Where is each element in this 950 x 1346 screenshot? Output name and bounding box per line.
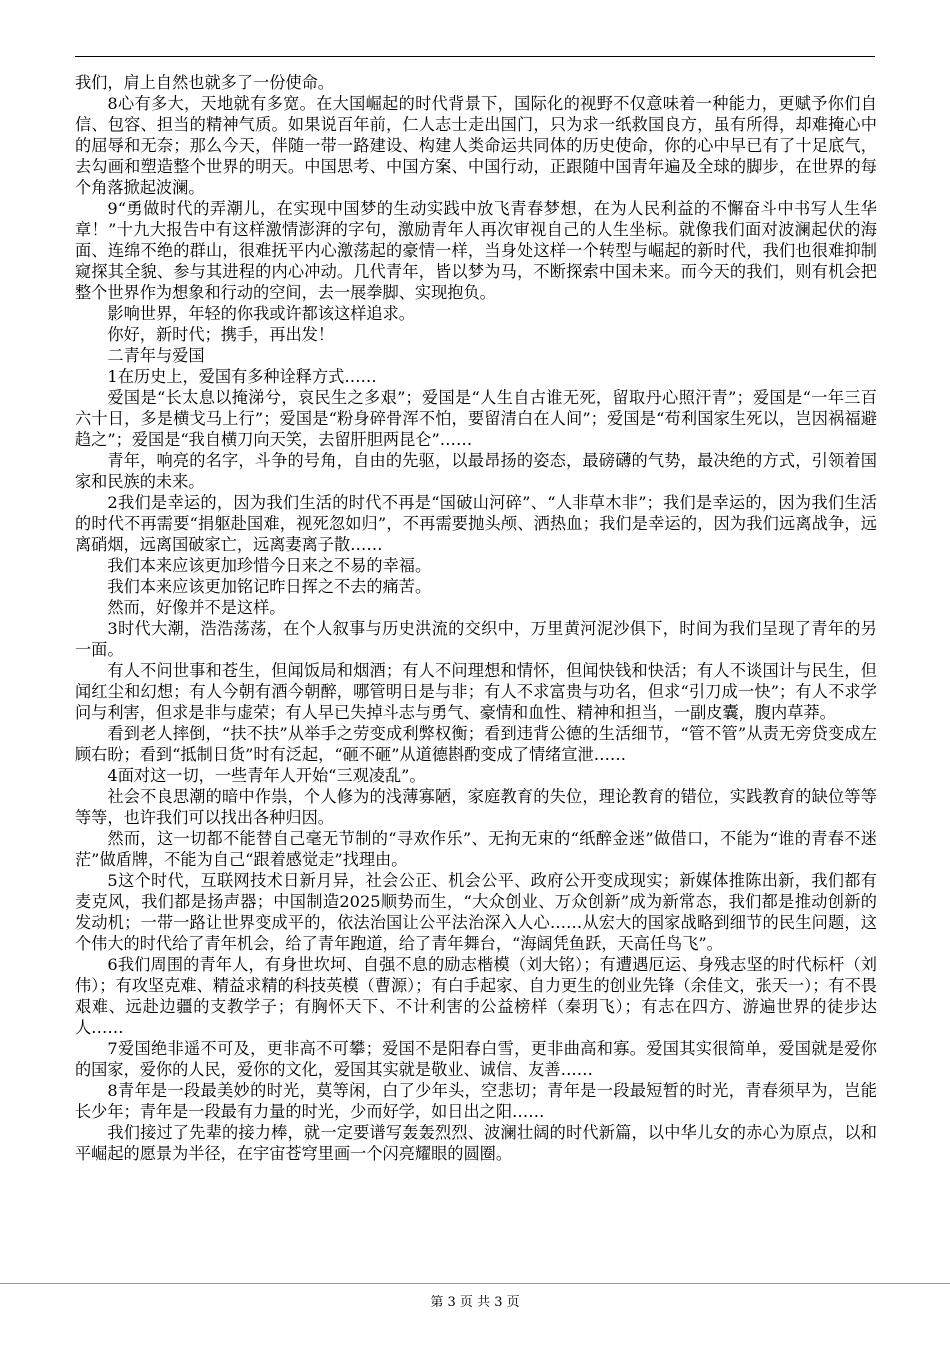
- paragraph: 然而，好像并不是这样。: [107, 598, 286, 617]
- paragraph: 我们本来应该更加珍惜今日来之不易的幸福。: [107, 556, 432, 575]
- paragraph: 7爱国绝非遥不可及，更非高不可攀；爱国不是阳春白雪，更非曲高和寡。爱国其实很简单，爱国就是爱你的国家，爱你的人民，爱你的文化，爱国其实就是敬业、诚信、友善……: [75, 1039, 877, 1079]
- paragraph: 2我们是幸运的，因为我们生活的时代不再是“国破山河碎”、“人非草木非”；我们是幸运的，因为我们生活的时代不再需要“捐躯赴国难，视死忽如归”，不再需要抛头颅、洒热血；我们是幸运的，因为我们远离战争，远离硝烟，远离国破家亡，远离妻离子散……: [75, 493, 877, 554]
- paragraph: 看到老人摔倒，“扶不扶”从举手之劳变成利弊权衡；看到违背公德的生活细节，“管不管”从责无旁贷变成左顾右盼；看到“抵制日货”时有泛起，“砸不砸”从道德斟酌变成了情绪宣泄……: [75, 724, 877, 764]
- paragraph: 青年，响亮的名字，斗争的号角，自由的先驱，以最昂扬的姿态，最磅礴的气势，最决绝的方式，引领着国家和民族的未来。: [75, 451, 877, 491]
- footer-rule: [0, 1283, 950, 1284]
- paragraph: 8青年是一段最美妙的时光，莫等闲，白了少年头，空悲切；青年是一段最短暂的时光，青春须早为，岂能长少年；青年是一段最有力量的时光，少而好学，如日出之阳……: [75, 1081, 877, 1121]
- paragraph: 有人不问世事和苍生，但闻饭局和烟酒；有人不问理想和情怀，但闻快钱和快活；有人不谈国计与民生，但闻红尘和幻想；有人今朝有酒今朝醉，哪管明日是与非；有人不求富贵与功名，但求“引刀成一快”；有人不求学问与利害，但求是非与虚荣；有人早已失掉斗志与勇气、豪情和血性、精神和担当，一副皮囊，腹内草莽。: [75, 661, 877, 722]
- paragraph: 社会不良思潮的暗中作祟，个人修为的浅薄寡陋，家庭教育的失位，理论教育的错位，实践教育的缺位等等等等，也许我们可以找出各种归因。: [75, 787, 877, 827]
- page-number: 第 3 页 共 3 页: [430, 1295, 520, 1310]
- paragraph: 5这个时代，互联网技术日新月异，社会公正、机会公平、政府公开变成现实；新媒体推陈出新，我们都有麦克风，我们都是扬声器；中国制造2025顺势而生，“大众创业、万众创新”成为新常态，我们都是推动创新的发动机；一带一路让世界变成平的，依法治国让公平法治深入人心……从宏大的国家战略到细节的民生问题，这个伟大的时代给了青年机会，给了青年跑道，给了青年舞台，“海阔凭鱼跃，天高任鸟飞”。: [75, 871, 877, 953]
- header-rule: [75, 56, 875, 57]
- paragraph: 3时代大潮，浩浩荡荡，在个人叙事与历史洪流的交织中，万里黄河泥沙俱下，时间为我们呈现了青年的另一面。: [75, 619, 877, 659]
- paragraph: 8心有多大，天地就有多宽。在大国崛起的时代背景下，国际化的视野不仅意味着一种能力，更赋予你们自信、包容、担当的精神气质。如果说百年前，仁人志士走出国门，只为求一纸救国良方，虽有所得，却难掩心中的屈辱和无奈；那么今天，伴随一带一路建设、构建人类命运共同体的历史使命，你的心中早已有了十足底气，去勾画和塑造整个世界的明天。中国思考、中国方案、中国行动，正跟随中国青年遍及全球的脚步，在世界的每个角落掀起波澜。: [75, 94, 877, 197]
- paragraph: 1在历史上，爱国有多种诠释方式……: [107, 367, 377, 386]
- paragraph: 4面对这一切，一些青年人开始“三观凌乱”。: [107, 766, 426, 785]
- section-heading: 二青年与爱国: [107, 346, 205, 365]
- paragraph: 我们本来应该更加铭记昨日挥之不去的痛苦。: [107, 577, 432, 596]
- document-body: [75, 72, 877, 1164]
- paragraph: 我们接过了先辈的接力棒，就一定要谱写轰轰烈烈、波澜壮阔的时代新篇，以中华儿女的赤心为原点，以和平崛起的愿景为半径，在宇宙苍穹里画一个闪亮耀眼的圆圈。: [75, 1123, 877, 1163]
- paragraph: 爱国是“长太息以掩涕兮，哀民生之多艰”；爱国是“人生自古谁无死，留取丹心照汗青”；爱国是“一年三百六十日，多是横戈马上行”；爱国是“粉身碎骨浑不怕，要留清白在人间”；爱国是“苟利国家生死以，岂因祸福避趋之”；爱国是“我自横刀向天笑，去留肝胆两昆仑”……: [75, 388, 877, 449]
- paragraph: 然而，这一切都不能替自己毫无节制的“寻欢作乐”、无拘无束的“纸醉金迷”做借口，不能为“谁的青春不迷茫”做盾牌，不能为自己“跟着感觉走”找理由。: [75, 829, 877, 869]
- paragraph: 你好，新时代；携手，再出发！: [107, 325, 335, 344]
- paragraph: 6我们周围的青年人，有身世坎坷、自强不息的励志楷模（刘大铭）；有遭遇厄运、身残志坚的时代标杆（刘伟）；有攻坚克难、精益求精的科技英模（曹源）；有白手起家、自力更生的创业先锋（余佳文，张天一）；有不畏艰难、远赴边疆的支教学子；有胸怀天下、不计利害的公益榜样（秦玥飞）；有志在四方、游遍世界的徒步达人……: [75, 955, 877, 1037]
- paragraph: 9“勇做时代的弄潮儿，在实现中国梦的生动实践中放飞青春梦想，在为人民利益的不懈奋斗中书写人生华章！”十九大报告中有这样激情澎湃的字句，激励青年人再次审视自己的人生坐标。就像我们面对波澜起伏的海面、连绵不绝的群山，很难抚平内心激荡起的豪情一样，当身处这样一个转型与崛起的新时代，我们也很难抑制窥探其全貌、参与其进程的内心冲动。几代青年，皆以梦为马，不断探索中国未来。而今天的我们，则有机会把整个世界作为想象和行动的空间，去一展拳脚、实现抱负。: [75, 199, 877, 302]
- paragraph: 影响世界，年轻的你我或许都该这样追求。: [107, 304, 415, 323]
- paragraph: 我们，肩上自然也就多了一份使命。: [75, 73, 334, 92]
